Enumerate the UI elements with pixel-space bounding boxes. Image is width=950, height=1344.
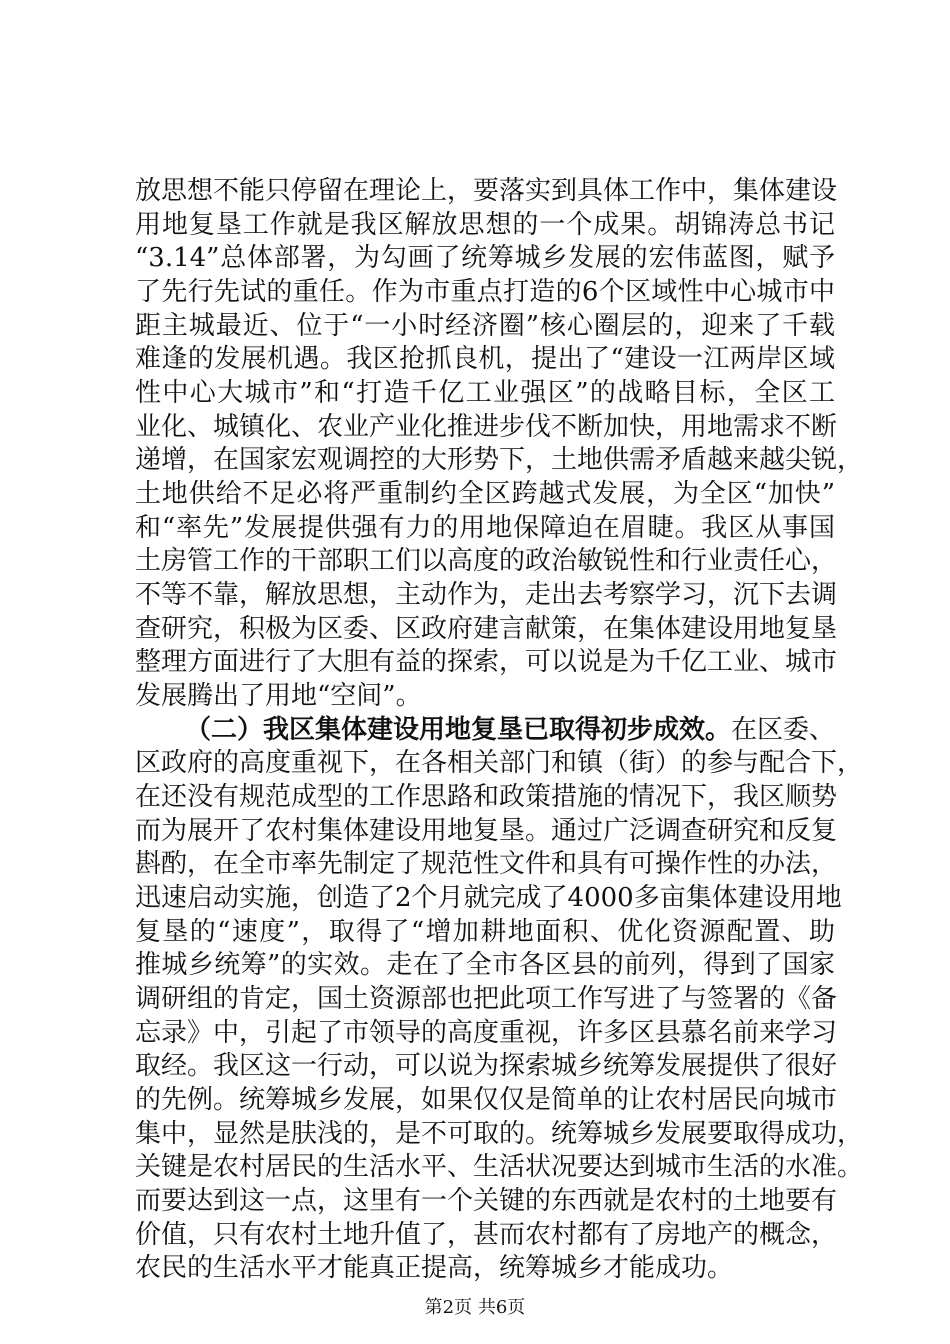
section-heading-line [185,714,835,748]
paragraph-line-rest: 在区委、 [731,714,836,745]
paragraph-line: 推城乡统筹”的实效。走在了全市各区县的前列，得到了国家 [135,950,835,981]
paragraph-line: 和“率先”发展提供强有力的用地保障迫在眉睫。我区从事国 [135,512,835,543]
paragraph-line: 用地复垦工作就是我区解放思想的一个成果。胡锦涛总书记 [135,209,835,240]
paragraph-line: 斟酌，在全市率先制定了规范性文件和具有可操作性的办法， [135,849,838,880]
paragraph-line: 了先行先试的重任。作为市重点打造的6个区域性中心城市中 [135,277,835,307]
paragraph-line: 农民的生活水平才能真正提高，统筹城乡才能成功。 [135,1253,734,1284]
paragraph-line: 忘录》中，引起了市领导的高度重视，许多区县慕名前来学习 [135,1017,838,1048]
paragraph-line: 的先例。统筹城乡发展，如果仅仅是简单的让农村居民向城市 [135,1085,838,1115]
paragraph-line: 递增，在国家宏观调控的大形势下，土地供需矛盾越来越尖锐， [135,445,864,476]
paragraph-line: 业化、城镇化、农业产业化推进步伐不断加快，用地需求不断 [135,411,838,442]
paragraph-line: 集中，显然是肤浅的，是不可取的。统筹城乡发展要取得成功， [135,1118,864,1149]
paragraph-line: 性中心大城市”和“打造千亿工业强区”的战略目标，全区工 [135,378,835,408]
section-heading: （二）我区集体建设用地复垦已取得初步成效。 [185,714,732,745]
paragraph-line: 土房管工作的干部职工们以高度的政治敏锐性和行业责任心， [135,546,838,577]
paragraph-line: 关键是农村居民的生活水平、生活状况要达到城市生活的水准。 [135,1152,864,1183]
paragraph-line: 难逢的发展机遇。我区抢抓良机，提出了“建设一江两岸区域 [135,344,835,375]
paragraph-line: 取经。我区这一行动，可以说为探索城乡统筹发展提供了很好 [135,1051,838,1082]
paragraph-line: 迅速启动实施，创造了2个月就完成了4000多亩集体建设用地 [135,883,842,913]
paragraph-line: 发展腾出了用地“空间”。 [135,681,422,711]
paragraph-line: 复垦的“速度”，取得了“增加耕地面积、优化资源配置、助 [135,916,835,947]
paragraph-line: 距主城最近、位于“一小时经济圈”核心圈层的，迎来了千载 [135,310,835,341]
page-footer: 第2页 共6页 [424,1297,526,1318]
paragraph-line: 整理方面进行了大胆有益的探索，可以说是为千亿工业、城市 [135,647,838,678]
paragraph-line: 不等不靠，解放思想，主动作为，走出去考察学习，沉下去调 [135,580,838,610]
paragraph-line: 查研究，积极为区委、区政府建言献策，在集体建设用地复垦 [135,613,838,644]
paragraph-line: 调研组的肯定，国土资源部也把此项工作写进了与签署的《备 [135,984,838,1014]
paragraph-line: 放思想不能只停留在理论上，要落实到具体工作中，集体建设 [135,176,838,206]
paragraph-line: “3.14”总体部署，为勾画了统筹城乡发展的宏伟蓝图，赋予 [135,243,835,274]
paragraph-line: 价值，只有农村土地升值了，甚而农村都有了房地产的概念， [135,1219,838,1250]
paragraph-line: 土地供给不足必将严重制约全区跨越式发展，为全区“加快” [135,479,835,509]
paragraph-line: 而为展开了农村集体建设用地复垦。通过广泛调查研究和反复 [135,815,838,846]
paragraph-line: 而要达到这一点，这里有一个关键的东西就是农村的土地要有 [135,1186,838,1216]
paragraph-line: 区政府的高度重视下，在各相关部门和镇（街）的参与配合下， [135,748,864,779]
paragraph-line: 在还没有规范成型的工作思路和政策措施的情况下，我区顺势 [135,782,838,812]
